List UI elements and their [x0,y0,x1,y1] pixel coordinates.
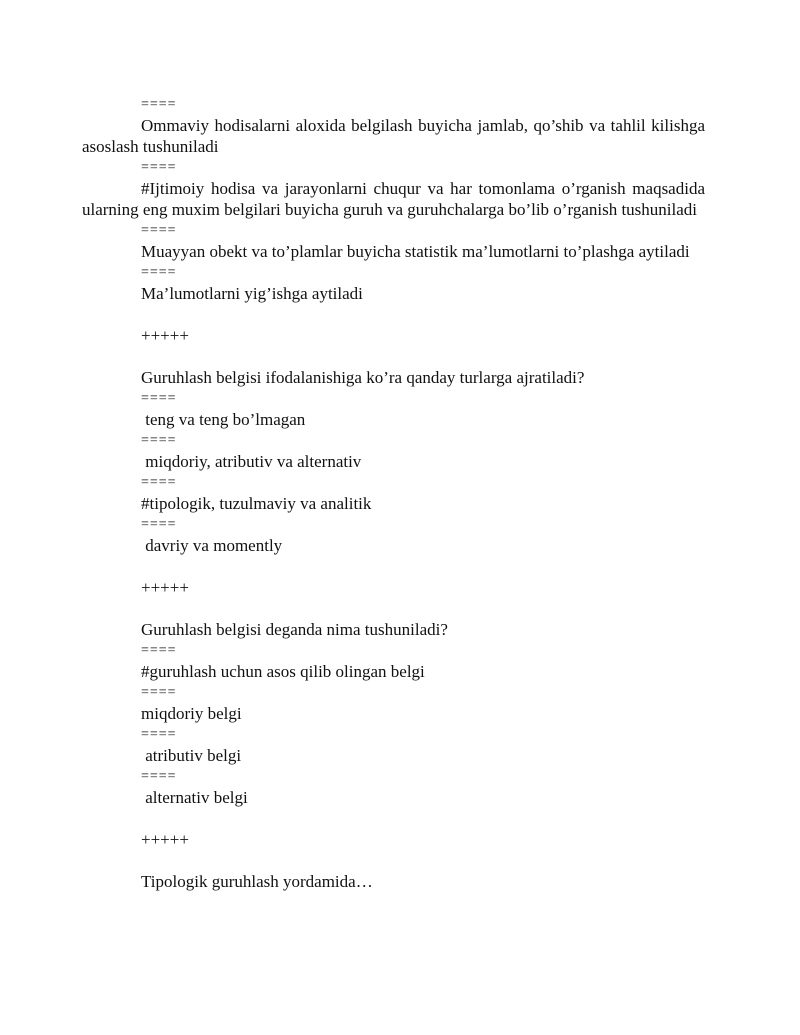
text-line: +++++ [141,830,189,849]
separator-line: ==== [141,727,177,742]
separator-line: ==== [141,223,177,238]
text-line: alternativ belgi [141,788,248,807]
separator-line: ==== [141,769,177,784]
separator-line: ==== [141,685,177,700]
text-line: Ma’lumotlarni yig’ishga aytiladi [141,284,363,303]
text-line: teng va teng bo’lmagan [141,410,306,429]
text-line: +++++ [141,578,189,597]
text-line: Tipologik guruhlash yordamida… [141,872,373,891]
text-line: #guruhlash uchun asos qilib olingan belgi [141,662,425,681]
separator-line: ==== [141,433,177,448]
blank-line [82,598,705,619]
text-line: davriy va momently [141,536,283,555]
paragraph-text: Muayyan obekt va to’plamlar buyicha statistik ma’lumotlarni to’plashga aytiladi [141,242,690,261]
document-body [82,94,705,892]
paragraph-text: #Ijtimoiy hodisa va jarayonlarni chuqur va har tomonlama o’rganish maqsadida ularning eng muxim belgilari buyicha guruh va guruhchalarga bo’lib o’rganish tushuniladi [82,179,705,219]
text-line: Guruhlash belgisi ifodalanishiga ko’ra qanday turlarga ajratiladi? [141,368,585,387]
paragraph-text: Ommaviy hodisalarni aloxida belgilash buyicha jamlab, qo’shib va tahlil kilishga asoslash tushuniladi [82,116,705,156]
separator-line: ==== [141,97,177,112]
separator-line: ==== [141,160,177,175]
text-line: #tipologik, tuzulmaviy va analitik [141,494,372,513]
text-line: miqdoriy, atributiv va alternativ [141,452,362,471]
text-line: miqdoriy belgi [141,704,242,723]
blank-line [82,346,705,367]
separator-line: ==== [141,643,177,658]
separator-line: ==== [141,517,177,532]
text-line: Guruhlash belgisi deganda nima tushuniladi? [141,620,448,639]
text-line: +++++ [141,326,189,345]
separator-line: ==== [141,475,177,490]
separator-line: ==== [141,265,177,280]
separator-line: ==== [141,391,177,406]
text-line: atributiv belgi [141,746,242,765]
blank-line [82,850,705,871]
blank-line [82,304,705,325]
blank-line [82,808,705,829]
blank-line [82,556,705,577]
